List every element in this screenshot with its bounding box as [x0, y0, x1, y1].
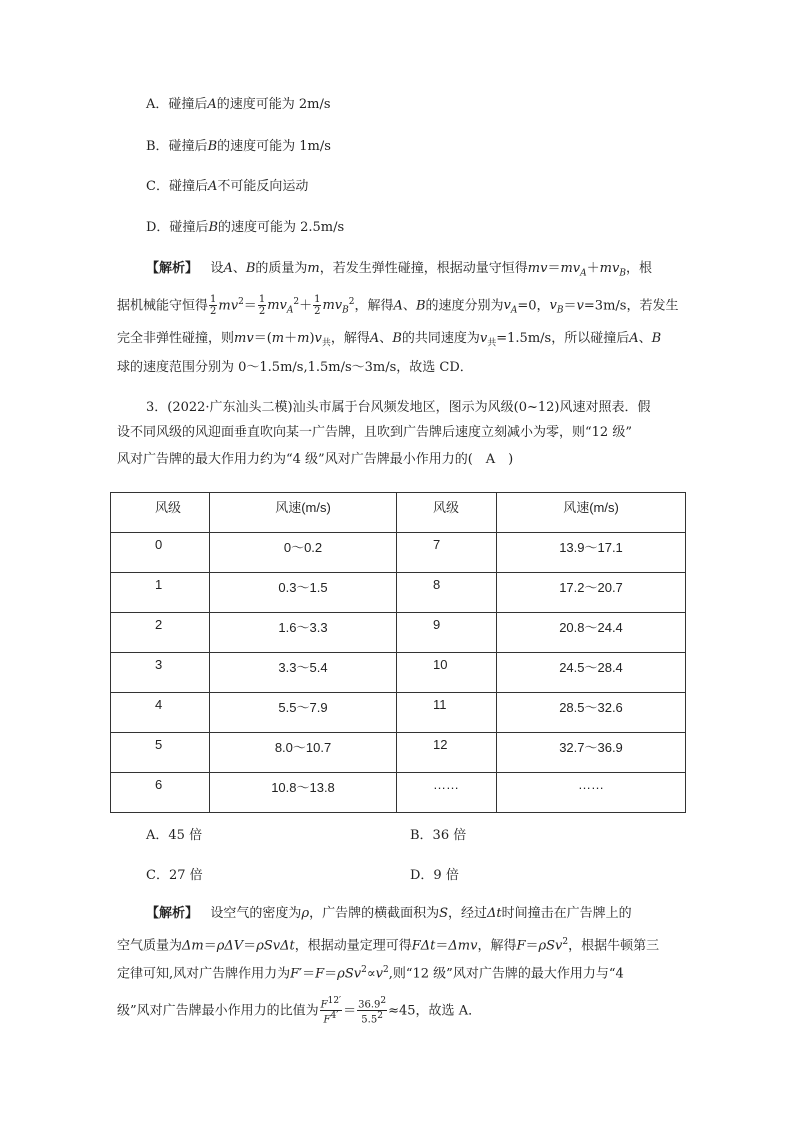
- table-cell: 10.8～13.8: [210, 773, 397, 813]
- analysis-tag: 【解析】: [146, 261, 199, 276]
- option-a: A．碰撞后A的速度可能为 2m/s: [146, 97, 331, 112]
- q3-option-a: A．45 倍: [146, 828, 203, 843]
- table-header-row: [111, 493, 686, 533]
- table-row: [111, 573, 686, 613]
- table-row: [111, 533, 686, 573]
- table-cell: 1: [111, 573, 210, 613]
- table-cell: 2: [111, 613, 210, 653]
- table-cell: 3: [111, 653, 210, 693]
- option-d: D．碰撞后B的速度可能为 2.5m/s: [146, 220, 345, 235]
- q3-option-d: D．9 倍: [410, 868, 459, 883]
- analysis2-line1: 【解析】 设空气的密度为ρ，广告牌的横截面积为S，经过Δt时间撞击在广告牌上的: [146, 906, 632, 921]
- table-cell: 32.7～36.9: [497, 733, 686, 773]
- analysis1-line2: 据机械能守恒得 $\frac{1}{2}$ $mv^2=$ $\frac{1}{2}$ $mv_A^2+$ $\frac{1}{2}$ $mv_B^2$，解得A、B的速度分别为$v_A=0$，$v_B=v=3m/s$，若发生: [117, 294, 679, 318]
- table-header-cell: 风级: [397, 493, 497, 533]
- q3-option-b: B．36 倍: [410, 828, 467, 843]
- table-cell: 0: [111, 533, 210, 573]
- analysis1-line4: 球的速度范围分别为 0～1.5m/s,1.5m/s～3m/s，故选 CD．: [117, 360, 473, 375]
- question3-line3: 风对广告牌的最大作用力约为“4 级”风对广告牌最小作用力的( A ): [117, 452, 514, 467]
- analysis2-line2: 空气质量为Δm＝ρΔV＝ρSvΔt，根据动量定理可得FΔt＝Δmv，解得F＝ρSv$^2$，根据牛顿第三: [117, 937, 660, 954]
- table-row: [111, 693, 686, 733]
- analysis2-line4: 级”风对广告牌最小作用力的比值为 $\frac{F^{12'}}{F^{4'}}$ ＝ $\frac{36.9^2}{5.5^2}$ ≈45，故选 A．: [117, 996, 482, 1026]
- table-row: [111, 733, 686, 773]
- table-header-cell: 风级: [111, 493, 210, 533]
- table-cell: 17.2～20.7: [497, 573, 686, 613]
- table-cell: 0～0.2: [210, 533, 397, 573]
- table-cell: 10: [397, 653, 497, 693]
- table-cell: 4: [111, 693, 210, 733]
- table-cell: 28.5～32.6: [497, 693, 686, 733]
- table-cell: 8: [397, 573, 497, 613]
- table-cell: ……: [397, 773, 497, 813]
- table-header-cell: 风速(m/s): [497, 493, 686, 533]
- table-cell: 12: [397, 733, 497, 773]
- table-cell: 24.5～28.4: [497, 653, 686, 693]
- table-cell: 9: [397, 613, 497, 653]
- table-cell: 11: [397, 693, 497, 733]
- table-cell: 20.8～24.4: [497, 613, 686, 653]
- option-c: C．碰撞后A不可能反向运动: [146, 179, 309, 194]
- analysis1-line3: 完全非弹性碰撞，则$mv=(m+m)v_共$，解得A、B的共同速度为$v_共=1.5m/s$，所以碰撞后A、B: [117, 331, 662, 349]
- analysis2-line3: 定律可知,风对广告牌作用力为$F'=F=\rho Sv^2\propto v^2$,则“12 级”风对广告牌的最大作用力与“4: [117, 965, 624, 982]
- table-row: [111, 653, 686, 693]
- table-cell: 5.5～7.9: [210, 693, 397, 733]
- table-cell: 0.3～1.5: [210, 573, 397, 613]
- analysis1-line1: 【解析】 设A、B的质量为m，若发生弹性碰撞，根据动量守恒得$mv=mv_A+mv_B$，根: [146, 261, 652, 279]
- analysis-tag: 【解析】: [146, 906, 199, 921]
- table-header-cell: 风速(m/s): [210, 493, 397, 533]
- wind-speed-table: [110, 492, 686, 813]
- table-cell: 13.9～17.1: [497, 533, 686, 573]
- table-row: [111, 773, 686, 813]
- table-cell: 3.3～5.4: [210, 653, 397, 693]
- table-cell: 7: [397, 533, 497, 573]
- question3-line1: 3．(2022·广东汕头二模)汕头市属于台风频发地区，图示为风级(0~12)风速对照表．假: [146, 400, 651, 415]
- question3-line2: 设不同风级的风迎面垂直吹向某一广告牌，且吹到广告牌后速度立刻减小为零，则“12 级”: [117, 425, 632, 440]
- table-cell: 6: [111, 773, 210, 813]
- table-row: [111, 613, 686, 653]
- table-cell: ……: [497, 773, 686, 813]
- table-cell: 5: [111, 733, 210, 773]
- table-cell: 1.6～3.3: [210, 613, 397, 653]
- option-b: B．碰撞后B的速度可能为 1m/s: [146, 139, 331, 154]
- q3-option-c: C．27 倍: [146, 868, 203, 883]
- table-cell: 8.0～10.7: [210, 733, 397, 773]
